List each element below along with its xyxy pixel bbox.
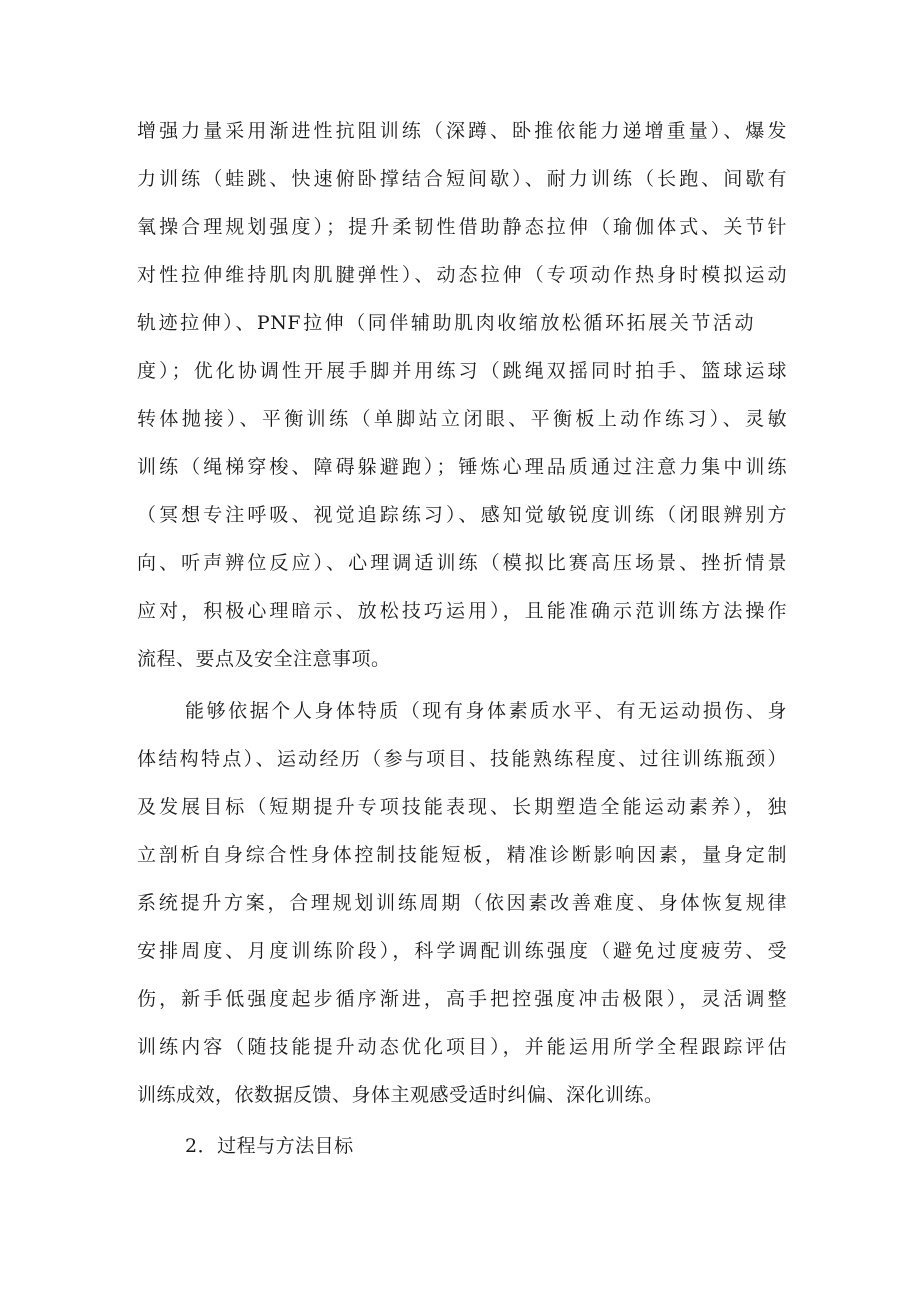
text-line: 向、听声辨位反应）、心理调适训练（模拟比赛高压场景、挫折情景 [137, 552, 787, 574]
text-line: 系统提升方案，合理规划训练周期（依因素改善难度、身体恢复规律 [137, 892, 787, 914]
text-line: 应对，积极心理暗示、放松技巧运用），且能准确示范训练方法操作 [137, 600, 787, 622]
text-line: 训练成效，依数据反馈、身体主观感受适时纠偏、深化训练。 [137, 1084, 664, 1106]
text-line: 训练（绳梯穿梭、障碍躲避跑）；锤炼心理品质通过注意力集中训练 [137, 456, 787, 478]
text-line: （冥想专注呼吸、视觉追踪练习）、感知觉敏锐度训练（闭眼辨别方 [137, 504, 787, 526]
text-line: 增强力量采用渐进性抗阻训练（深蹲、卧推依能力递增重量）、爆发 [137, 120, 787, 142]
text-line: 对性拉伸维持肌肉肌腱弹性）、动态拉伸（专项动作热身时模拟运动 [137, 264, 787, 286]
text-line: 及发展目标（短期提升专项技能表现、长期塑造全能运动素养），独 [137, 796, 787, 818]
text-line: 安排周度、月度训练阶段），科学调配训练强度（避免过度疲劳、受 [137, 940, 787, 962]
text-line: 体结构特点）、运动经历（参与项目、技能熟练程度、过往训练瓶颈） [137, 748, 787, 770]
text-line: 力训练（蛙跳、快速俯卧撑结合短间歇）、耐力训练（长跑、间歇有 [137, 168, 787, 190]
text-line: 能够依据个人身体特质（现有身体素质水平、有无运动损伤、身 [185, 700, 787, 722]
text-line: 伤，新手低强度起步循序渐进，高手把控强度冲击极限），灵活调整 [137, 988, 787, 1010]
text-line: 流程、要点及安全注意事项。 [137, 648, 391, 670]
text-line: 氧操合理规划强度）；提升柔韧性借助静态拉伸（瑜伽体式、关节针 [137, 216, 787, 238]
text-line: 度）；优化协调性开展手脚并用练习（跳绳双摇同时拍手、篮球运球 [137, 360, 787, 382]
text-line: 训练内容（随技能提升动态优化项目），并能运用所学全程跟踪评估 [137, 1036, 787, 1058]
text-line: 轨迹拉伸）、PNF拉伸（同伴辅助肌肉收缩放松循环拓展关节活动 [137, 312, 754, 334]
text-line: 立剖析自身综合性身体控制技能短板，精准诊断影响因素，量身定制 [137, 844, 787, 866]
section-heading: 2．过程与方法目标 [185, 1135, 354, 1157]
text-line: 转体抛接）、平衡训练（单脚站立闭眼、平衡板上动作练习）、灵敏 [137, 408, 787, 430]
